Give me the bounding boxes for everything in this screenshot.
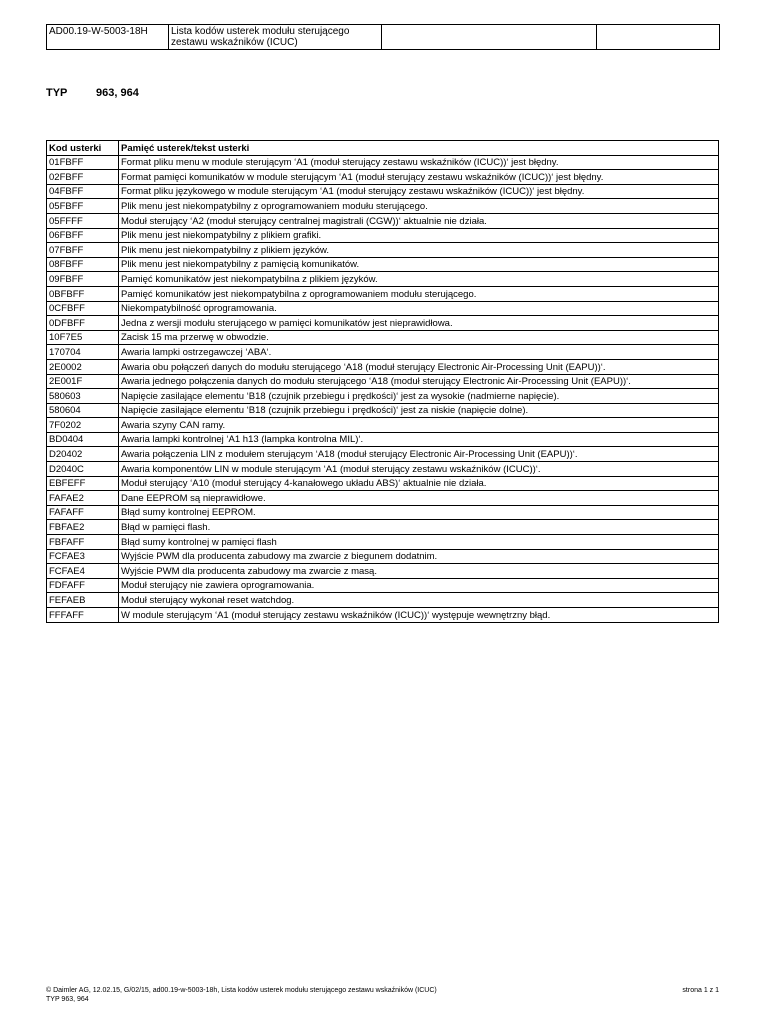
fault-description: Pamięć komunikatów jest niekompatybilna z oprogramowaniem modułu sterującego. bbox=[119, 286, 719, 301]
fault-description: Awaria lampki ostrzegawczej ‘ABA‘. bbox=[119, 345, 719, 360]
fault-description: Zacisk 15 ma przerwę w obwodzie. bbox=[119, 330, 719, 345]
table-row bbox=[47, 389, 719, 404]
fault-code: 0DFBFF bbox=[47, 316, 119, 331]
fault-code: FBFAFF bbox=[47, 535, 119, 550]
fault-code: BD0404 bbox=[47, 432, 119, 447]
fault-description: Format pliku menu w module sterującym ‘A1 (moduł sterujący zestawu wskaźników (ICUC))‘ jest błędny. bbox=[119, 155, 719, 170]
table-row bbox=[47, 199, 719, 214]
vehicle-type-label: TYP bbox=[46, 87, 68, 99]
table-row bbox=[47, 432, 719, 447]
header-empty-cell-1 bbox=[382, 25, 597, 50]
document-header-table bbox=[46, 24, 720, 50]
column-header-code: Kod usterki bbox=[47, 141, 119, 156]
fault-code: 05FFFF bbox=[47, 213, 119, 228]
fault-description: Błąd sumy kontrolnej w pamięci flash bbox=[119, 535, 719, 550]
fault-code: FCFAE4 bbox=[47, 564, 119, 579]
fault-description: Plik menu jest niekompatybilny z pamięcią komunikatów. bbox=[119, 257, 719, 272]
table-row bbox=[47, 608, 719, 623]
fault-codes-body bbox=[47, 155, 719, 622]
fault-code: FFFAFF bbox=[47, 608, 119, 623]
fault-description: Plik menu jest niekompatybilny z plikiem grafiki. bbox=[119, 228, 719, 243]
fault-code: 02FBFF bbox=[47, 170, 119, 185]
fault-description: Plik menu jest niekompatybilny z plikiem języków. bbox=[119, 243, 719, 258]
table-row bbox=[47, 491, 719, 506]
fault-description: Napięcie zasilające elementu ‘B18 (czujnik przebiegu i prędkości)‘ jest za niskie (napięcie dolne). bbox=[119, 403, 719, 418]
footer-type: TYP 963, 964 bbox=[46, 996, 89, 1003]
table-row bbox=[47, 257, 719, 272]
table-row bbox=[47, 228, 719, 243]
fault-description: Napięcie zasilające elementu ‘B18 (czujnik przebiegu i prędkości)‘ jest za wysokie (nadmierne napięcie). bbox=[119, 389, 719, 404]
table-row bbox=[47, 549, 719, 564]
fault-description: Moduł sterujący nie zawiera oprogramowania. bbox=[119, 578, 719, 593]
table-row bbox=[47, 359, 719, 374]
table-row bbox=[47, 462, 719, 477]
table-row bbox=[47, 403, 719, 418]
vehicle-type-value: 963, 964 bbox=[96, 87, 139, 99]
header-empty-cell-2 bbox=[597, 25, 720, 50]
fault-code: FEFAEB bbox=[47, 593, 119, 608]
fault-code: 06FBFF bbox=[47, 228, 119, 243]
fault-code: 08FBFF bbox=[47, 257, 119, 272]
fault-code: D20402 bbox=[47, 447, 119, 462]
fault-description: Moduł sterujący ‘A10 (moduł sterujący 4-kanałowego układu ABS)‘ aktualnie nie działa. bbox=[119, 476, 719, 491]
table-row bbox=[47, 170, 719, 185]
column-header-text: Pamięć usterek/tekst usterki bbox=[119, 141, 719, 156]
fault-description: Awaria jednego połączenia danych do modułu sterującego ‘A18 (moduł sterujący Electronic Air-Processing Unit (EAPU))‘. bbox=[119, 374, 719, 389]
table-row bbox=[47, 330, 719, 345]
table-header-row bbox=[47, 141, 719, 156]
fault-code: 10F7E5 bbox=[47, 330, 119, 345]
fault-code: 580603 bbox=[47, 389, 119, 404]
fault-description: W module sterującym ‘A1 (moduł sterujący zestawu wskaźników (ICUC))‘ występuje wewnętrzny błąd. bbox=[119, 608, 719, 623]
fault-code: FAFAE2 bbox=[47, 491, 119, 506]
page-number: strona 1 z 1 bbox=[682, 987, 719, 994]
fault-description: Jedna z wersji modułu sterującego w pamięci komunikatów jest nieprawidłowa. bbox=[119, 316, 719, 331]
fault-description: Moduł sterujący ‘A2 (moduł sterujący centralnej magistrali (CGW))‘ aktualnie nie działa. bbox=[119, 213, 719, 228]
fault-description: Awaria lampki kontrolnej ‘A1 h13 (lampka kontrolna MIL)‘. bbox=[119, 432, 719, 447]
fault-code: 07FBFF bbox=[47, 243, 119, 258]
fault-description: Błąd sumy kontrolnej EEPROM. bbox=[119, 505, 719, 520]
table-row bbox=[47, 184, 719, 199]
table-row bbox=[47, 316, 719, 331]
vehicle-type bbox=[46, 87, 139, 99]
fault-description: Awaria połączenia LIN z modułem sterującym ‘A18 (moduł sterujący Electronic Air-Processing Unit (EAPU))‘. bbox=[119, 447, 719, 462]
fault-code: 170704 bbox=[47, 345, 119, 360]
fault-description: Awaria komponentów LIN w module sterującym ‘A1 (moduł sterujący zestawu wskaźników (ICUC))‘. bbox=[119, 462, 719, 477]
table-row bbox=[47, 155, 719, 170]
fault-code: FBFAE2 bbox=[47, 520, 119, 535]
table-row bbox=[47, 535, 719, 550]
table-row bbox=[47, 301, 719, 316]
fault-code: 580604 bbox=[47, 403, 119, 418]
page-footer bbox=[46, 986, 719, 1004]
table-row bbox=[47, 447, 719, 462]
fault-code: 09FBFF bbox=[47, 272, 119, 287]
footer-copyright: © Daimler AG, 12.02.15, G/02/15, ad00.19-w-5003-18h, Lista kodów usterek modułu sterującego zestawu wskaźników (ICUC) bbox=[46, 987, 437, 994]
fault-code: FAFAFF bbox=[47, 505, 119, 520]
document-id: AD00.19-W-5003-18H bbox=[47, 25, 169, 50]
table-row bbox=[47, 578, 719, 593]
fault-code: 0CFBFF bbox=[47, 301, 119, 316]
fault-description: Moduł sterujący wykonał reset watchdog. bbox=[119, 593, 719, 608]
table-row bbox=[47, 520, 719, 535]
table-row bbox=[47, 272, 719, 287]
fault-code: 2E001F bbox=[47, 374, 119, 389]
table-row bbox=[47, 243, 719, 258]
fault-codes-table bbox=[46, 140, 719, 623]
fault-code: 04FBFF bbox=[47, 184, 119, 199]
fault-description: Dane EEPROM są nieprawidłowe. bbox=[119, 491, 719, 506]
fault-description: Wyjście PWM dla producenta zabudowy ma zwarcie z biegunem dodatnim. bbox=[119, 549, 719, 564]
fault-code: 7F0202 bbox=[47, 418, 119, 433]
table-row bbox=[47, 418, 719, 433]
fault-description: Awaria obu połączeń danych do modułu sterującego ‘A18 (moduł sterujący Electronic Air-Processing Unit (EAPU))‘. bbox=[119, 359, 719, 374]
fault-description: Pamięć komunikatów jest niekompatybilna z plikiem języków. bbox=[119, 272, 719, 287]
document-title: Lista kodów usterek modułu sterującego zestawu wskaźników (ICUC) bbox=[169, 25, 382, 50]
fault-code: 05FBFF bbox=[47, 199, 119, 214]
table-row bbox=[47, 593, 719, 608]
fault-description: Format pamięci komunikatów w module sterującym ‘A1 (moduł sterujący zestawu wskaźników (ICUC))‘ jest błędny. bbox=[119, 170, 719, 185]
fault-description: Niekompatybilność oprogramowania. bbox=[119, 301, 719, 316]
fault-code: 2E0002 bbox=[47, 359, 119, 374]
fault-description: Format pliku językowego w module sterującym ‘A1 (moduł sterujący zestawu wskaźników (ICUC))‘ jest błędny. bbox=[119, 184, 719, 199]
fault-description: Awaria szyny CAN ramy. bbox=[119, 418, 719, 433]
table-row bbox=[47, 213, 719, 228]
table-row bbox=[47, 564, 719, 579]
table-row bbox=[47, 286, 719, 301]
table-row bbox=[47, 505, 719, 520]
fault-description: Błąd w pamięci flash. bbox=[119, 520, 719, 535]
fault-code: FCFAE3 bbox=[47, 549, 119, 564]
document-header-row bbox=[47, 25, 720, 50]
fault-code: EBFEFF bbox=[47, 476, 119, 491]
table-row bbox=[47, 374, 719, 389]
fault-description: Plik menu jest niekompatybilny z oprogramowaniem modułu sterującego. bbox=[119, 199, 719, 214]
table-row bbox=[47, 345, 719, 360]
fault-code: FDFAFF bbox=[47, 578, 119, 593]
fault-code: 0BFBFF bbox=[47, 286, 119, 301]
table-row bbox=[47, 476, 719, 491]
fault-code: D2040C bbox=[47, 462, 119, 477]
fault-description: Wyjście PWM dla producenta zabudowy ma zwarcie z masą. bbox=[119, 564, 719, 579]
fault-code: 01FBFF bbox=[47, 155, 119, 170]
